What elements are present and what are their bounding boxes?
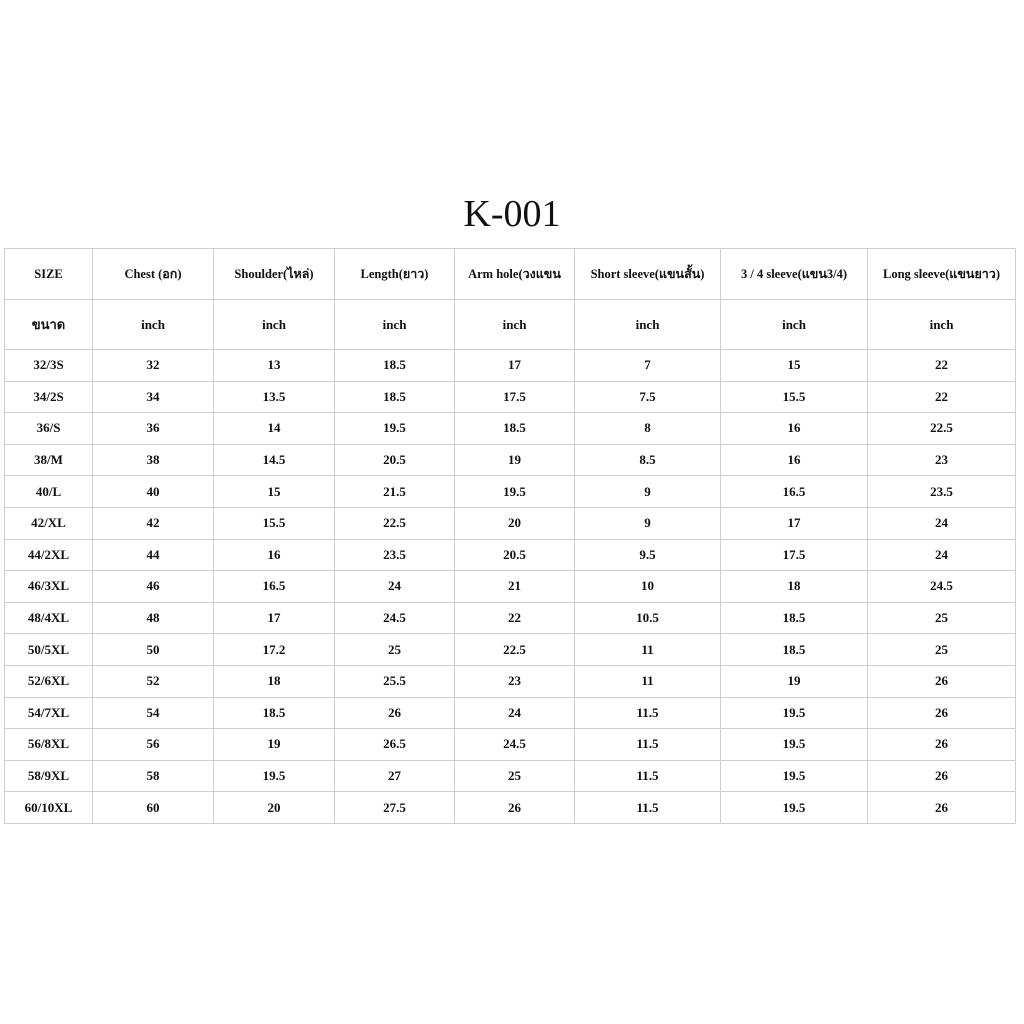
- measurement-cell: 26: [868, 697, 1016, 729]
- measurement-cell: 18.5: [455, 413, 575, 445]
- measurement-cell: 7.5: [575, 381, 721, 413]
- measurement-cell: 23: [455, 665, 575, 697]
- unit-cell: inch: [93, 300, 214, 350]
- table-row: [5, 792, 1016, 824]
- table-row: [5, 729, 1016, 761]
- measurement-cell: 14: [214, 413, 335, 445]
- measurement-cell: 25: [868, 634, 1016, 666]
- measurement-cell: 26: [455, 792, 575, 824]
- measurement-cell: 58: [93, 760, 214, 792]
- measurement-cell: 26: [335, 697, 455, 729]
- measurement-cell: 24.5: [455, 729, 575, 761]
- table-row: [5, 381, 1016, 413]
- size-cell: 38/M: [5, 444, 93, 476]
- measurement-cell: 18.5: [335, 350, 455, 382]
- measurement-cell: 40: [93, 476, 214, 508]
- measurement-cell: 52: [93, 665, 214, 697]
- measurement-cell: 22.5: [868, 413, 1016, 445]
- size-cell: 40/L: [5, 476, 93, 508]
- measurement-cell: 24.5: [868, 571, 1016, 603]
- unit-cell: inch: [455, 300, 575, 350]
- measurement-cell: 24: [455, 697, 575, 729]
- measurement-cell: 19.5: [721, 792, 868, 824]
- measurement-cell: 27.5: [335, 792, 455, 824]
- header-cell-three-quarter-sleeve: 3 / 4 sleeve(แขน3/4): [721, 249, 868, 300]
- table-row: [5, 634, 1016, 666]
- measurement-cell: 19: [721, 665, 868, 697]
- table-row: [5, 665, 1016, 697]
- unit-cell: inch: [214, 300, 335, 350]
- measurement-cell: 11.5: [575, 792, 721, 824]
- measurement-cell: 44: [93, 539, 214, 571]
- measurement-cell: 19.5: [214, 760, 335, 792]
- measurement-cell: 19.5: [455, 476, 575, 508]
- table-row: [5, 571, 1016, 603]
- measurement-cell: 19.5: [721, 729, 868, 761]
- measurement-cell: 26: [868, 665, 1016, 697]
- measurement-cell: 25: [455, 760, 575, 792]
- header-row: [5, 249, 1016, 300]
- measurement-cell: 8.5: [575, 444, 721, 476]
- table-row: [5, 602, 1016, 634]
- measurement-cell: 18.5: [214, 697, 335, 729]
- measurement-cell: 15: [214, 476, 335, 508]
- measurement-cell: 18: [721, 571, 868, 603]
- measurement-cell: 9.5: [575, 539, 721, 571]
- table-row: [5, 760, 1016, 792]
- size-cell: 44/2XL: [5, 539, 93, 571]
- measurement-cell: 15.5: [214, 507, 335, 539]
- measurement-cell: 23: [868, 444, 1016, 476]
- measurement-cell: 11.5: [575, 729, 721, 761]
- measurement-cell: 60: [93, 792, 214, 824]
- unit-cell: inch: [575, 300, 721, 350]
- measurement-cell: 24: [868, 507, 1016, 539]
- measurement-cell: 17: [721, 507, 868, 539]
- measurement-cell: 42: [93, 507, 214, 539]
- size-cell: 36/S: [5, 413, 93, 445]
- measurement-cell: 22: [455, 602, 575, 634]
- measurement-cell: 25.5: [335, 665, 455, 697]
- measurement-cell: 10.5: [575, 602, 721, 634]
- size-cell: 50/5XL: [5, 634, 93, 666]
- table-row: [5, 507, 1016, 539]
- measurement-cell: 25: [868, 602, 1016, 634]
- measurement-cell: 16.5: [214, 571, 335, 603]
- measurement-cell: 22: [868, 350, 1016, 382]
- measurement-cell: 22: [868, 381, 1016, 413]
- measurement-cell: 15: [721, 350, 868, 382]
- measurement-cell: 13: [214, 350, 335, 382]
- measurement-cell: 19: [214, 729, 335, 761]
- unit-cell: ขนาด: [5, 300, 93, 350]
- header-cell-size: SIZE: [5, 249, 93, 300]
- table-row: [5, 539, 1016, 571]
- size-cell: 32/3S: [5, 350, 93, 382]
- size-cell: 48/4XL: [5, 602, 93, 634]
- measurement-cell: 32: [93, 350, 214, 382]
- size-cell: 60/10XL: [5, 792, 93, 824]
- measurement-cell: 19.5: [335, 413, 455, 445]
- measurement-cell: 34: [93, 381, 214, 413]
- measurement-cell: 20: [455, 507, 575, 539]
- measurement-cell: 21: [455, 571, 575, 603]
- unit-cell: inch: [335, 300, 455, 350]
- measurement-cell: 20: [214, 792, 335, 824]
- measurement-cell: 16.5: [721, 476, 868, 508]
- header-cell-chest: Chest (อก): [93, 249, 214, 300]
- size-cell: 52/6XL: [5, 665, 93, 697]
- measurement-cell: 19: [455, 444, 575, 476]
- measurement-cell: 36: [93, 413, 214, 445]
- measurement-cell: 54: [93, 697, 214, 729]
- table-row: [5, 444, 1016, 476]
- measurement-cell: 17.5: [455, 381, 575, 413]
- measurement-cell: 21.5: [335, 476, 455, 508]
- measurement-cell: 23.5: [868, 476, 1016, 508]
- measurement-cell: 17.2: [214, 634, 335, 666]
- measurement-cell: 19.5: [721, 760, 868, 792]
- measurement-cell: 11: [575, 634, 721, 666]
- measurement-cell: 56: [93, 729, 214, 761]
- measurement-cell: 10: [575, 571, 721, 603]
- measurement-cell: 11: [575, 665, 721, 697]
- unit-cell: inch: [721, 300, 868, 350]
- measurement-cell: 17.5: [721, 539, 868, 571]
- measurement-cell: 9: [575, 476, 721, 508]
- measurement-cell: 8: [575, 413, 721, 445]
- table-row: [5, 697, 1016, 729]
- header-cell-short-sleeve: Short sleeve(แขนสั้น): [575, 249, 721, 300]
- measurement-cell: 18: [214, 665, 335, 697]
- measurement-cell: 24: [335, 571, 455, 603]
- size-chart-body: [5, 249, 1016, 824]
- size-cell: 54/7XL: [5, 697, 93, 729]
- measurement-cell: 22.5: [335, 507, 455, 539]
- table-row: [5, 413, 1016, 445]
- measurement-cell: 48: [93, 602, 214, 634]
- measurement-cell: 16: [214, 539, 335, 571]
- header-cell-long-sleeve: Long sleeve(แขนยาว): [868, 249, 1016, 300]
- measurement-cell: 11.5: [575, 697, 721, 729]
- measurement-cell: 13.5: [214, 381, 335, 413]
- measurement-cell: 50: [93, 634, 214, 666]
- measurement-cell: 7: [575, 350, 721, 382]
- header-cell-length: Length(ยาว): [335, 249, 455, 300]
- measurement-cell: 16: [721, 413, 868, 445]
- size-cell: 58/9XL: [5, 760, 93, 792]
- measurement-cell: 24: [868, 539, 1016, 571]
- measurement-cell: 17: [455, 350, 575, 382]
- measurement-cell: 18.5: [721, 634, 868, 666]
- measurement-cell: 23.5: [335, 539, 455, 571]
- measurement-cell: 14.5: [214, 444, 335, 476]
- measurement-cell: 18.5: [721, 602, 868, 634]
- unit-cell: inch: [868, 300, 1016, 350]
- measurement-cell: 26: [868, 760, 1016, 792]
- size-cell: 34/2S: [5, 381, 93, 413]
- table-row: [5, 350, 1016, 382]
- table-row: [5, 476, 1016, 508]
- header-cell-shoulder: Shoulder(ไหล่): [214, 249, 335, 300]
- unit-row: [5, 300, 1016, 350]
- measurement-cell: 16: [721, 444, 868, 476]
- measurement-cell: 27: [335, 760, 455, 792]
- measurement-cell: 11.5: [575, 760, 721, 792]
- measurement-cell: 25: [335, 634, 455, 666]
- measurement-cell: 38: [93, 444, 214, 476]
- measurement-cell: 24.5: [335, 602, 455, 634]
- measurement-cell: 15.5: [721, 381, 868, 413]
- measurement-cell: 18.5: [335, 381, 455, 413]
- size-chart-table: [4, 248, 1016, 824]
- measurement-cell: 26.5: [335, 729, 455, 761]
- header-cell-arm-hole: Arm hole(วงแขน: [455, 249, 575, 300]
- measurement-cell: 26: [868, 729, 1016, 761]
- measurement-cell: 20.5: [455, 539, 575, 571]
- measurement-cell: 26: [868, 792, 1016, 824]
- page-title: K-001: [463, 193, 561, 235]
- measurement-cell: 17: [214, 602, 335, 634]
- size-cell: 46/3XL: [5, 571, 93, 603]
- measurement-cell: 19.5: [721, 697, 868, 729]
- measurement-cell: 20.5: [335, 444, 455, 476]
- measurement-cell: 9: [575, 507, 721, 539]
- measurement-cell: 46: [93, 571, 214, 603]
- size-cell: 42/XL: [5, 507, 93, 539]
- size-cell: 56/8XL: [5, 729, 93, 761]
- measurement-cell: 22.5: [455, 634, 575, 666]
